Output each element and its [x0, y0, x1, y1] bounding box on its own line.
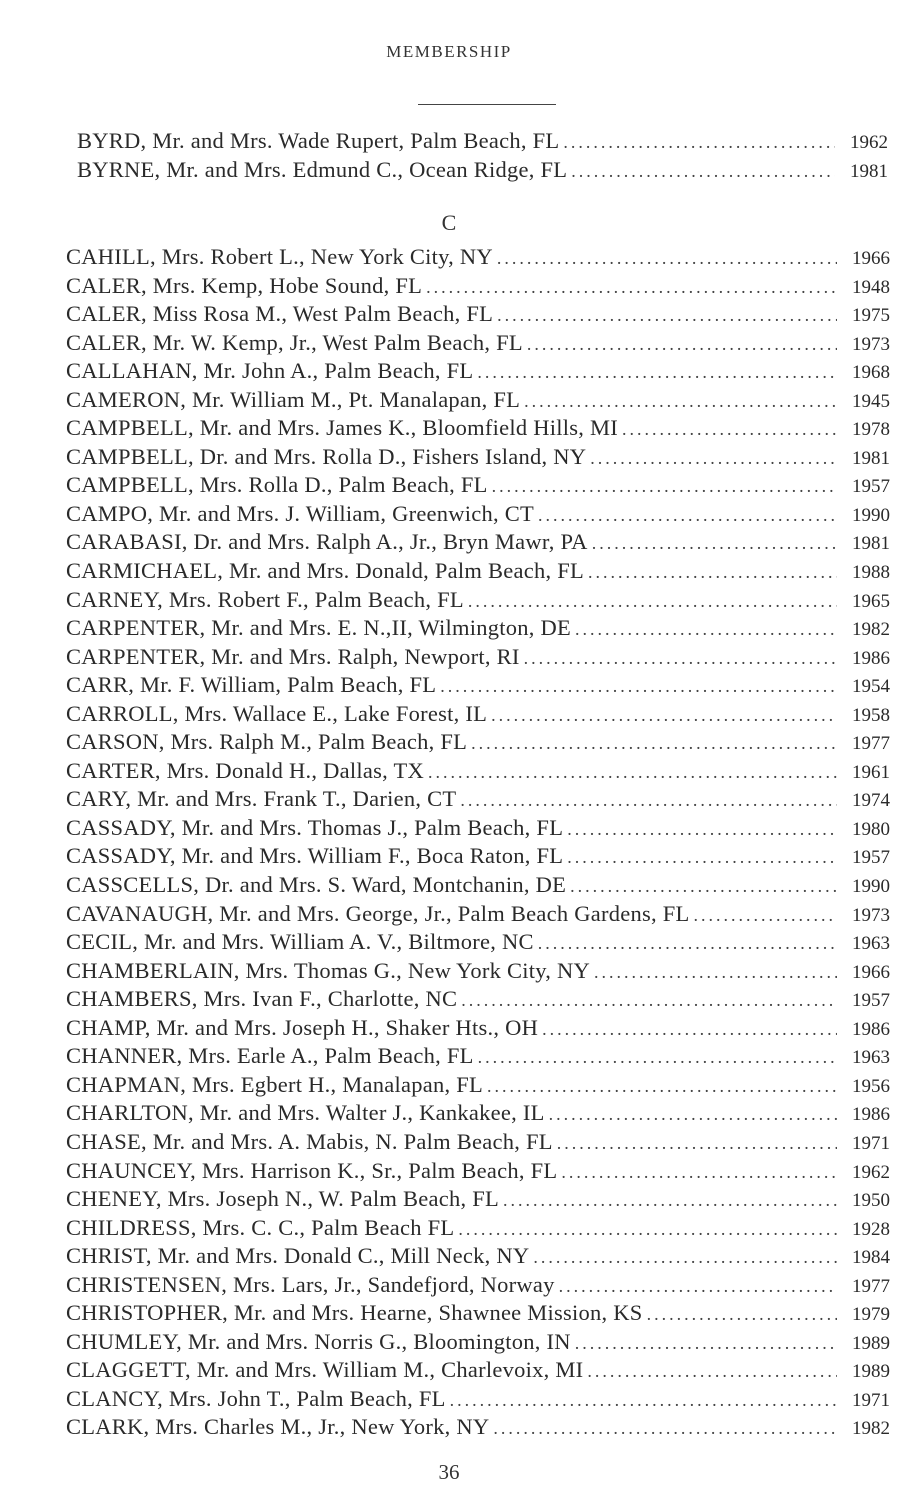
membership-year: 1990 [852, 504, 890, 526]
member-name: CARMICHAEL, Mr. and Mrs. Donald, Palm Beach, FL [66, 558, 584, 584]
dot-leader [471, 729, 837, 758]
dot-leader [450, 1386, 837, 1415]
title-rule [418, 104, 556, 105]
membership-year: 1982 [852, 1418, 890, 1440]
section-letter-heading: C [441, 210, 457, 235]
membership-year: 1981 [850, 160, 888, 182]
member-name: CHRIST, Mr. and Mrs. Donald C., Mill Neck, NY [66, 1243, 530, 1269]
member-name: CAMERON, Mr. William M., Pt. Manalapan, FL [66, 386, 521, 412]
membership-year: 1975 [852, 305, 890, 327]
membership-year: 1957 [852, 990, 890, 1012]
membership-entry [0, 1385, 898, 1414]
section-b-list [0, 127, 898, 184]
membership-entry [0, 842, 898, 871]
member-name: CHUMLEY, Mr. and Mrs. Norris G., Bloomington, IN [66, 1328, 571, 1354]
membership-entry [0, 757, 898, 786]
member-name: CALER, Miss Rosa M., West Palm Beach, FL [66, 301, 494, 327]
membership-entry [0, 528, 898, 557]
page-number: 36 [438, 1460, 460, 1484]
membership-year: 1984 [852, 1247, 890, 1269]
dot-leader [478, 1043, 837, 1072]
dot-leader [477, 358, 837, 387]
membership-entry [0, 1014, 898, 1043]
membership-entry [0, 156, 898, 185]
membership-year: 1966 [852, 961, 890, 983]
member-name: CHANNER, Mrs. Earle A., Palm Beach, FL [66, 1043, 474, 1069]
membership-year: 1989 [852, 1361, 890, 1383]
dot-leader [571, 157, 835, 186]
membership-entry [0, 127, 898, 156]
member-name: BYRD, Mr. and Mrs. Wade Rupert, Palm Beach, FL [77, 128, 560, 153]
member-name: BYRNE, Mr. and Mrs. Edmund C., Ocean Ridge, FL [77, 156, 568, 182]
dot-leader [538, 501, 837, 530]
membership-entry [0, 557, 898, 586]
member-name: CLAGGETT, Mr. and Mrs. William M., Charlevoix, MI [66, 1357, 584, 1383]
member-name: CHAMBERLAIN, Mrs. Thomas G., New York City, NY [66, 957, 591, 983]
membership-year: 1966 [852, 248, 890, 269]
membership-entry [0, 1299, 898, 1328]
dot-leader [533, 1243, 837, 1272]
membership-entry [0, 1185, 898, 1214]
member-name: CHENEY, Mrs. Joseph N., W. Palm Beach, FL [66, 1186, 499, 1212]
membership-entry [0, 957, 898, 986]
membership-entry [0, 900, 898, 929]
dot-leader [567, 815, 837, 844]
membership-year: 1945 [852, 390, 890, 412]
dot-leader [538, 929, 837, 958]
member-name: CAMPBELL, Mr. and Mrs. James K., Bloomfield Hills, MI [66, 415, 618, 441]
membership-year: 1988 [852, 562, 890, 584]
membership-entry [0, 1271, 898, 1300]
membership-entry [0, 414, 898, 443]
dot-leader [460, 786, 837, 815]
member-name: CARY, Mr. and Mrs. Frank T., Darien, CT [66, 786, 457, 812]
membership-year: 1978 [852, 419, 890, 441]
membership-year: 1928 [852, 1218, 890, 1240]
member-name: CARR, Mr. F. William, Palm Beach, FL [66, 672, 437, 698]
membership-year: 1962 [852, 1161, 890, 1183]
member-name: CECIL, Mr. and Mrs. William A. V., Biltmore, NC [66, 929, 534, 955]
membership-year: 1954 [852, 676, 890, 698]
membership-entry [0, 1328, 898, 1357]
membership-year: 1977 [852, 733, 890, 755]
dot-leader [588, 558, 837, 587]
member-name: CHAMP, Mr. and Mrs. Joseph H., Shaker Hts., OH [66, 1014, 539, 1040]
membership-entry [0, 1356, 898, 1385]
dot-leader [594, 958, 837, 987]
member-name: CAMPBELL, Dr. and Mrs. Rolla D., Fishers Island, NY [66, 443, 587, 469]
dot-leader [493, 1414, 837, 1443]
member-name: CASSADY, Mr. and Mrs. William F., Boca Raton, FL [66, 843, 564, 869]
membership-entry [0, 357, 898, 386]
membership-entry [0, 272, 898, 301]
membership-year: 1982 [852, 619, 890, 641]
dot-leader [557, 1129, 837, 1158]
dot-leader [570, 872, 837, 901]
membership-year: 1980 [852, 818, 890, 840]
membership-entry [0, 1071, 898, 1100]
membership-year: 1948 [852, 276, 890, 298]
member-name: CALER, Mrs. Kemp, Hobe Sound, FL [66, 272, 423, 298]
membership-year: 1979 [852, 1304, 890, 1326]
dot-leader [487, 1072, 837, 1101]
dot-leader [567, 843, 837, 872]
membership-entry [0, 700, 898, 729]
page-title: MEMBERSHIP [386, 42, 512, 61]
membership-entry [0, 1042, 898, 1071]
member-name: CHILDRESS, Mrs. C. C., Palm Beach FL [66, 1214, 455, 1240]
member-name: CARNEY, Mrs. Robert F., Palm Beach, FL [66, 586, 464, 612]
dot-leader [575, 1329, 837, 1358]
member-name: CALER, Mr. W. Kemp, Jr., West Palm Beach, FL [66, 329, 523, 355]
membership-year: 1990 [852, 876, 890, 898]
membership-year: 1989 [852, 1332, 890, 1354]
member-name: CHAUNCEY, Mrs. Harrison K., Sr., Palm Beach, FL [66, 1157, 558, 1183]
member-name: CARSON, Mrs. Ralph M., Palm Beach, FL [66, 729, 468, 755]
dot-leader [561, 1158, 837, 1187]
dot-leader [503, 1186, 837, 1215]
membership-year: 1968 [852, 362, 890, 384]
dot-leader [549, 1100, 837, 1129]
membership-entry [0, 1413, 898, 1442]
membership-year: 1977 [852, 1275, 890, 1297]
membership-year: 1986 [852, 1104, 890, 1126]
membership-entry [0, 1242, 898, 1271]
dot-leader [575, 615, 837, 644]
member-name: CARABASI, Dr. and Mrs. Ralph A., Jr., Bryn Mawr, PA [66, 529, 588, 555]
member-name: CHRISTOPHER, Mr. and Mrs. Hearne, Shawnee Mission, KS [66, 1300, 643, 1326]
dot-leader [468, 587, 837, 616]
dot-leader [461, 986, 837, 1015]
membership-year: 1986 [852, 647, 890, 669]
member-name: CHASE, Mr. and Mrs. A. Mabis, N. Palm Beach, FL [66, 1128, 553, 1154]
member-name: CASSADY, Mr. and Mrs. Thomas J., Palm Beach, FL [66, 814, 564, 840]
membership-year: 1961 [852, 761, 890, 783]
dot-leader [492, 472, 837, 501]
membership-year: 1963 [852, 1047, 890, 1069]
dot-leader [524, 387, 837, 416]
member-name: CAVANAUGH, Mr. and Mrs. George, Jr., Palm Beach Gardens, FL [66, 900, 690, 926]
dot-leader [428, 758, 837, 787]
membership-year: 1963 [852, 933, 890, 955]
dot-leader [563, 128, 835, 157]
membership-year: 1958 [852, 704, 890, 726]
dot-leader [527, 330, 837, 359]
membership-year: 1950 [852, 1190, 890, 1212]
dot-leader [491, 701, 837, 730]
member-name: CAMPBELL, Mrs. Rolla D., Palm Beach, FL [66, 472, 488, 498]
membership-year: 1986 [852, 1018, 890, 1040]
dot-leader [592, 529, 837, 558]
membership-year: 1981 [852, 447, 890, 469]
section-c-list [0, 243, 898, 1442]
dot-leader [458, 1215, 837, 1244]
member-name: CAHILL, Mrs. Robert L., New York City, NY [66, 244, 493, 269]
dot-leader [440, 672, 837, 701]
membership-entry [0, 814, 898, 843]
membership-entry [0, 1214, 898, 1243]
membership-entry [0, 785, 898, 814]
dot-leader [426, 273, 837, 302]
member-name: CHARLTON, Mr. and Mrs. Walter J., Kankakee, IL [66, 1100, 545, 1126]
membership-year: 1974 [852, 790, 890, 812]
membership-entry [0, 329, 898, 358]
dot-leader [524, 644, 837, 673]
membership-year: 1971 [852, 1389, 890, 1411]
dot-leader [647, 1300, 837, 1329]
member-name: CLARK, Mrs. Charles M., Jr., New York, NY [66, 1414, 490, 1440]
membership-entry [0, 728, 898, 757]
member-name: CHAPMAN, Mrs. Egbert H., Manalapan, FL [66, 1071, 483, 1097]
membership-entry [0, 386, 898, 415]
membership-entry [0, 243, 898, 272]
dot-leader [497, 244, 837, 273]
membership-entry [0, 614, 898, 643]
membership-entry [0, 1128, 898, 1157]
membership-entry [0, 471, 898, 500]
membership-year: 1957 [852, 476, 890, 498]
membership-entry [0, 928, 898, 957]
member-name: CARPENTER, Mr. and Mrs. Ralph, Newport, RI [66, 643, 520, 669]
membership-year: 1981 [852, 533, 890, 555]
membership-year: 1973 [852, 333, 890, 355]
membership-year: 1962 [850, 132, 888, 153]
member-name: CALLAHAN, Mr. John A., Palm Beach, FL [66, 358, 474, 384]
membership-entry [0, 985, 898, 1014]
membership-entry [0, 443, 898, 472]
dot-leader [542, 1015, 837, 1044]
member-name: CHRISTENSEN, Mrs. Lars, Jr., Sandefjord, Norway [66, 1271, 555, 1297]
membership-entry [0, 500, 898, 529]
member-name: CARROLL, Mrs. Wallace E., Lake Forest, IL [66, 700, 488, 726]
dot-leader [587, 1357, 837, 1386]
membership-year: 1973 [852, 904, 890, 926]
membership-year: 1956 [852, 1075, 890, 1097]
membership-entry [0, 643, 898, 672]
member-name: CARTER, Mrs. Donald H., Dallas, TX [66, 757, 424, 783]
member-name: CHAMBERS, Mrs. Ivan F., Charlotte, NC [66, 986, 458, 1012]
membership-year: 1971 [852, 1132, 890, 1154]
dot-leader [497, 301, 837, 330]
dot-leader [559, 1272, 837, 1301]
dot-leader [590, 444, 837, 473]
membership-entry [0, 1099, 898, 1128]
member-name: CASSCELLS, Dr. and Mrs. S. Ward, Montchanin, DE [66, 872, 567, 898]
membership-entry [0, 300, 898, 329]
member-name: CLANCY, Mrs. John T., Palm Beach, FL [66, 1385, 446, 1411]
member-name: CARPENTER, Mr. and Mrs. E. N.,II, Wilmington, DE [66, 615, 572, 641]
membership-entry [0, 871, 898, 900]
membership-entry [0, 586, 898, 615]
membership-year: 1965 [852, 590, 890, 612]
member-name: CAMPO, Mr. and Mrs. J. William, Greenwich, CT [66, 500, 535, 526]
dot-leader [693, 901, 837, 930]
membership-entry [0, 1157, 898, 1186]
dot-leader [622, 415, 837, 444]
membership-entry [0, 671, 898, 700]
membership-year: 1957 [852, 847, 890, 869]
